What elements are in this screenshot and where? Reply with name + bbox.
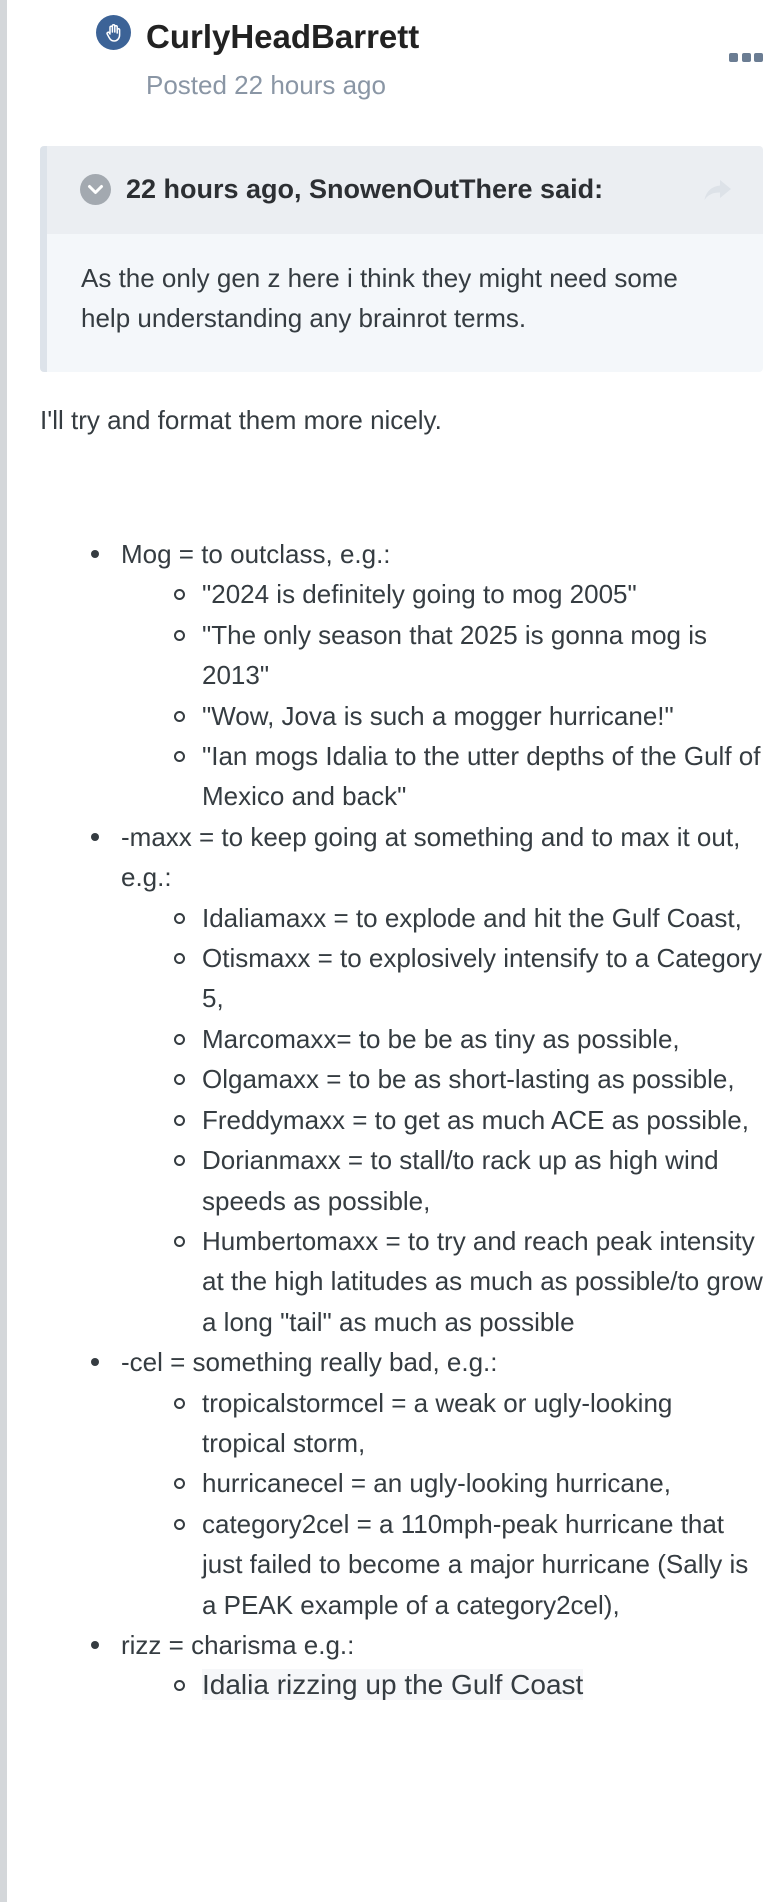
- ellipsis-icon[interactable]: [729, 50, 763, 64]
- forum-post: [40, 0, 763, 1706]
- list-item: [121, 1625, 763, 1706]
- examples-list: [121, 1665, 763, 1705]
- list-item: Freddymaxx = to get as much ACE as possible,: [202, 1100, 763, 1140]
- share-arrow-icon[interactable]: [703, 178, 733, 202]
- terms-list: [40, 534, 763, 1706]
- list-item: Dorianmaxx = to stall/to rack up as high wind speeds as possible,: [202, 1140, 763, 1221]
- list-item: hurricanecel = an ugly-looking hurricane,: [202, 1463, 763, 1503]
- quote-block: [40, 146, 763, 372]
- list-item: [121, 1342, 763, 1625]
- left-border-rule: [0, 0, 7, 1902]
- term-definition: Mog = to outclass, e.g.:: [121, 539, 391, 569]
- post-intro-text: I'll try and format them more nicely.: [40, 405, 442, 435]
- quote-body: As the only gen z here i think they might need some help understanding any brainrot terms.: [81, 263, 678, 333]
- post-timestamp: Posted 22 hours ago: [146, 70, 386, 100]
- list-item: tropicalstormcel = a weak or ugly-looking tropical storm,: [202, 1383, 763, 1464]
- list-item: "Ian mogs Idalia to the utter depths of the Gulf of Mexico and back": [202, 736, 763, 817]
- list-item: Humbertomaxx = to try and reach peak intensity at the high latitudes as much as possible/to grow a long "tail" as much as possible: [202, 1221, 763, 1342]
- term-definition: rizz = charisma e.g.:: [121, 1629, 355, 1660]
- term-definition: -maxx = to keep going at something and to max it out, e.g.:: [121, 821, 741, 893]
- list-item: Olgamaxx = to be as short-lasting as possible,: [202, 1059, 763, 1099]
- share-arrow-glyph: [703, 178, 733, 202]
- quote-citation: 22 hours ago, SnowenOutThere said:: [126, 174, 604, 204]
- quote-header: [47, 146, 763, 234]
- hand-icon: [104, 23, 124, 43]
- list-item: [121, 534, 763, 817]
- list-item: [121, 817, 763, 1342]
- list-item: "2024 is definitely going to mog 2005": [202, 574, 763, 614]
- example-text: Idalia rizzing up the Gulf Coast: [202, 1669, 584, 1701]
- term-definition: -cel = something really bad, e.g.:: [121, 1347, 498, 1378]
- chevron-down-icon: [80, 174, 111, 205]
- list-item: category2cel = a 110mph-peak hurricane that just failed to become a major hurricane (Sally is a PEAK example of a category2cel),: [202, 1504, 763, 1625]
- menu-dot: [742, 53, 751, 62]
- menu-dot: [754, 53, 763, 62]
- list-item: Marcomaxx= to be be as tiny as possible,: [202, 1019, 763, 1059]
- hand-badge-icon[interactable]: [96, 15, 131, 50]
- list-item: "The only season that 2025 is gonna mog is 2013": [202, 615, 763, 696]
- menu-dot: [729, 53, 738, 62]
- author-name[interactable]: CurlyHeadBarrett: [146, 18, 420, 55]
- list-item: Idaliamaxx = to explode and hit the Gulf Coast,: [202, 898, 763, 938]
- list-item: Otismaxx = to explosively intensify to a Category 5,: [202, 938, 763, 1019]
- examples-list: [121, 1383, 763, 1625]
- examples-list: [121, 574, 763, 816]
- list-item: [202, 1665, 763, 1705]
- chevron-down-circle-icon[interactable]: [80, 174, 111, 205]
- list-item: "Wow, Jova is such a mogger hurricane!": [202, 696, 763, 736]
- examples-list: [121, 898, 763, 1342]
- post-header: [40, 0, 763, 130]
